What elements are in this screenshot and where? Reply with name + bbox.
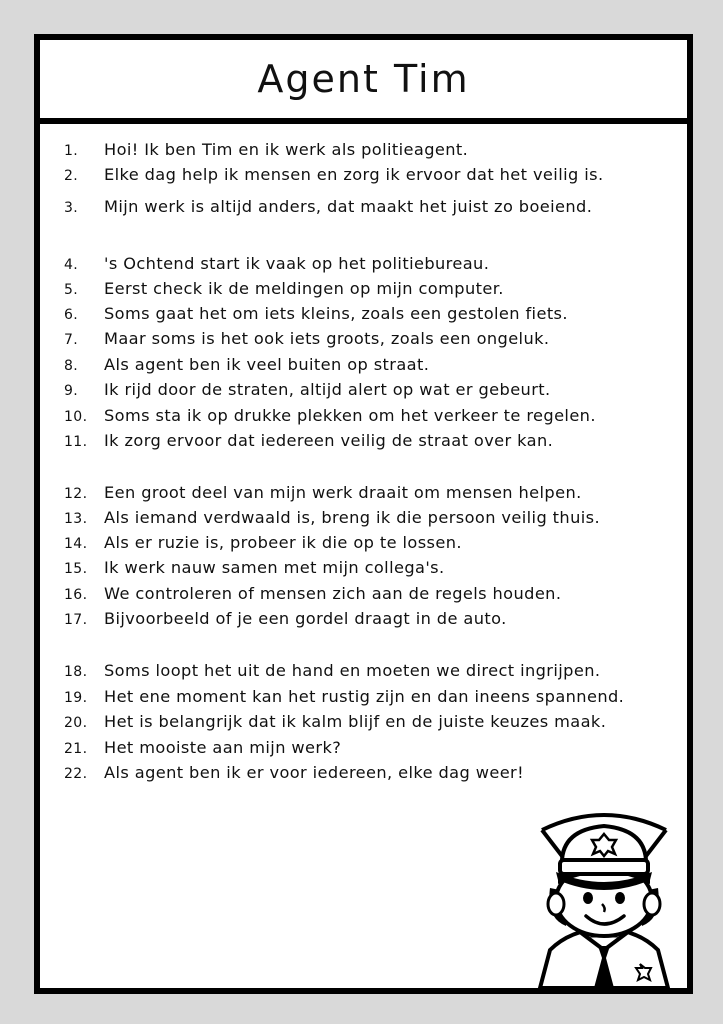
line-text: Hoi! Ik ben Tim en ik werk als politieagent. xyxy=(104,140,469,159)
reading-line xyxy=(64,277,504,301)
line-number: 6. xyxy=(64,307,79,323)
line-text: Bijvoorbeeld of je een gordel draagt in de auto. xyxy=(104,609,507,628)
reading-line xyxy=(64,163,603,187)
line-text: Ik rijd door de straten, altijd alert op wat er gebeurt. xyxy=(104,380,551,399)
line-text: Elke dag help ik mensen en zorg ik ervoor dat het veilig is. xyxy=(104,165,604,184)
line-text: Als agent ben ik er voor iedereen, elke dag weer! xyxy=(104,763,524,782)
line-text: Als iemand verdwaald is, breng ik die persoon veilig thuis. xyxy=(104,508,601,527)
reading-line xyxy=(64,252,489,276)
line-text: Als er ruzie is, probeer ik die op te lossen. xyxy=(104,533,462,552)
reading-line xyxy=(64,195,592,219)
line-number: 8. xyxy=(64,358,79,374)
reading-line xyxy=(64,607,507,631)
line-text: Soms sta ik op drukke plekken om het verkeer te regelen. xyxy=(104,406,596,425)
line-text: Een groot deel van mijn werk draait om mensen helpen. xyxy=(104,483,582,502)
line-text: 's Ochtend start ik vaak op het politiebureau. xyxy=(104,254,490,273)
line-number: 10. xyxy=(64,409,88,425)
reading-line xyxy=(64,481,582,505)
reading-line xyxy=(64,429,553,453)
line-number: 21. xyxy=(64,741,88,757)
line-number: 9. xyxy=(64,383,79,399)
reading-line xyxy=(64,736,341,760)
line-number: 13. xyxy=(64,511,88,527)
reading-line xyxy=(64,659,600,683)
reading-line xyxy=(64,302,568,326)
line-text: Ik werk nauw samen met mijn collega's. xyxy=(104,558,445,577)
line-text: Soms gaat het om iets kleins, zoals een gestolen fiets. xyxy=(104,304,568,323)
reading-line xyxy=(64,556,445,580)
line-number: 12. xyxy=(64,486,88,502)
line-text: Het is belangrijk dat ik kalm blijf en de juiste keuzes maak. xyxy=(104,712,607,731)
line-number: 4. xyxy=(64,257,79,273)
line-number: 1. xyxy=(64,143,79,159)
line-text: Maar soms is het ook iets groots, zoals een ongeluk. xyxy=(104,329,550,348)
line-text: Ik zorg ervoor dat iedereen veilig de straat over kan. xyxy=(104,431,554,450)
reading-line xyxy=(64,327,549,351)
police-officer-icon xyxy=(520,800,687,988)
line-number: 16. xyxy=(64,587,88,603)
line-number: 11. xyxy=(64,434,88,450)
line-text: Het ene moment kan het rustig zijn en dan ineens spannend. xyxy=(104,687,625,706)
reading-line xyxy=(64,378,551,402)
line-number: 19. xyxy=(64,690,88,706)
reading-line xyxy=(64,582,561,606)
line-text: Mijn werk is altijd anders, dat maakt het juist zo boeiend. xyxy=(104,197,593,216)
line-number: 2. xyxy=(64,168,79,184)
line-number: 3. xyxy=(64,200,79,216)
line-number: 17. xyxy=(64,612,88,628)
reading-line xyxy=(64,138,468,162)
line-text: Eerst check ik de meldingen op mijn computer. xyxy=(104,279,504,298)
line-number: 22. xyxy=(64,766,88,782)
reading-line xyxy=(64,685,624,709)
line-number: 5. xyxy=(64,282,79,298)
worksheet xyxy=(34,34,693,994)
reading-line xyxy=(64,710,606,734)
reading-line xyxy=(64,404,596,428)
page-title: Agent Tim xyxy=(257,57,470,101)
line-number: 14. xyxy=(64,536,88,552)
line-number: 20. xyxy=(64,715,88,731)
line-number: 7. xyxy=(64,332,79,348)
reading-line xyxy=(64,531,462,555)
line-text: We controleren of mensen zich aan de regels houden. xyxy=(104,584,562,603)
reading-line xyxy=(64,506,600,530)
line-text: Als agent ben ik veel buiten op straat. xyxy=(104,355,430,374)
line-text: Het mooiste aan mijn werk? xyxy=(104,738,342,757)
reading-line xyxy=(64,761,524,785)
line-text: Soms loopt het uit de hand en moeten we direct ingrijpen. xyxy=(104,661,601,680)
reading-line xyxy=(64,353,429,377)
line-number: 18. xyxy=(64,664,88,680)
line-number: 15. xyxy=(64,561,88,577)
